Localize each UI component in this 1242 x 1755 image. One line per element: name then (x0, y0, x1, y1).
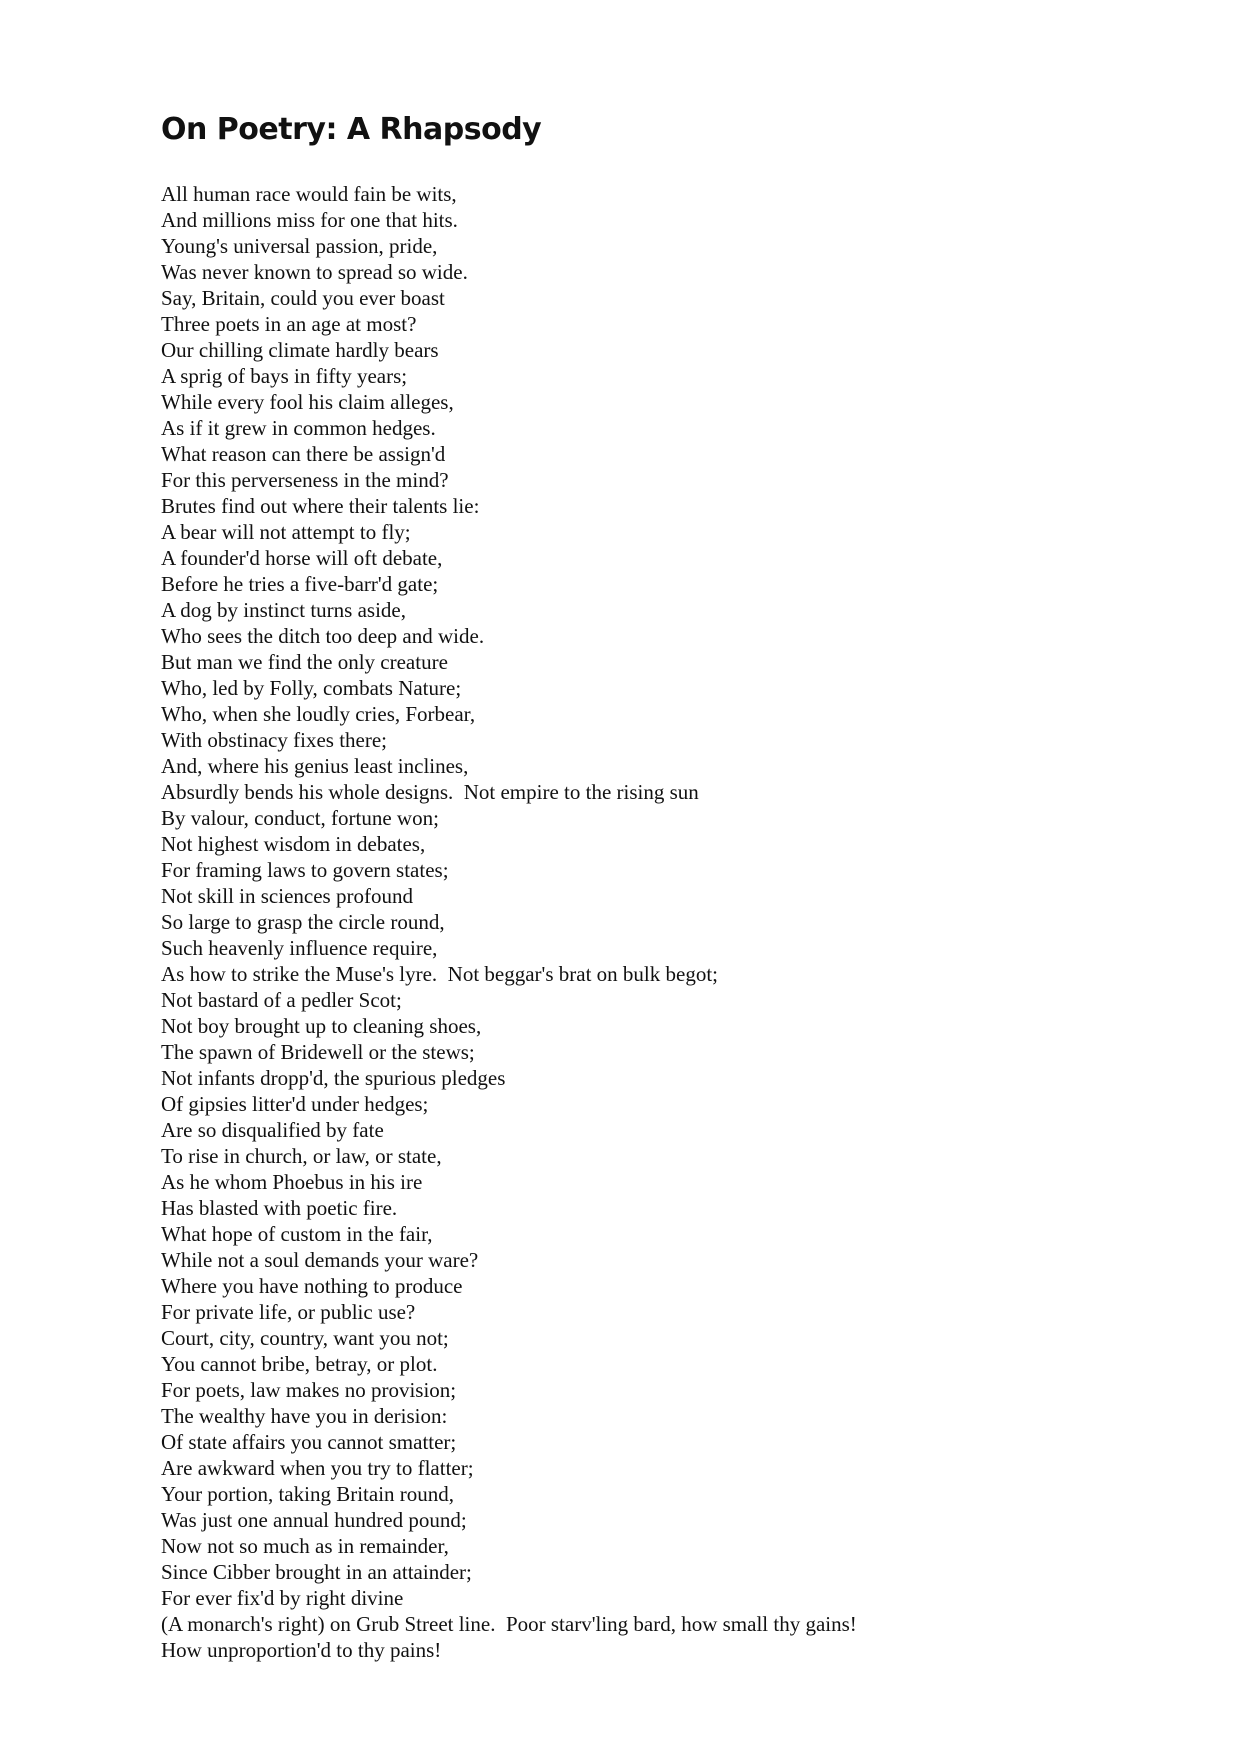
poem-line: But man we find the only creature (161, 650, 448, 674)
poem-line: Our chilling climate hardly bears (161, 338, 439, 362)
poem-line: By valour, conduct, fortune won; (161, 806, 439, 830)
poem-line: Who sees the ditch too deep and wide. (161, 624, 485, 648)
poem-line: Where you have nothing to produce (161, 1274, 463, 1298)
poem-line: Not infants dropp'd, the spurious pledges (161, 1066, 506, 1090)
poem-line: Has blasted with poetic fire. (161, 1196, 398, 1220)
poem-line: Court, city, country, want you not; (161, 1326, 449, 1350)
poem-line: Are awkward when you try to flatter; (161, 1456, 474, 1480)
poem-line: Was never known to spread so wide. (161, 260, 468, 284)
poem-line: For this perverseness in the mind? (161, 468, 449, 492)
poem-line: Of state affairs you cannot smatter; (161, 1430, 457, 1454)
poem-line: While every fool his claim alleges, (161, 390, 454, 414)
poem-line: And millions miss for one that hits. (161, 208, 458, 232)
poem-line: For framing laws to govern states; (161, 858, 449, 882)
poem-line: For ever fix'd by right divine (161, 1586, 404, 1610)
poem-line: As how to strike the Muse's lyre. Not beggar's brat on bulk begot; (161, 962, 718, 986)
poem-line: A sprig of bays in fifty years; (161, 364, 408, 388)
poem-line: Young's universal passion, pride, (161, 234, 438, 258)
poem-line: So large to grasp the circle round, (161, 910, 445, 934)
poem-line: All human race would fain be wits, (161, 182, 457, 206)
poem-line: For poets, law makes no provision; (161, 1378, 457, 1402)
poem-line: The wealthy have you in derision: (161, 1404, 448, 1428)
poem-line: A founder'd horse will oft debate, (161, 546, 443, 570)
poem-line: As he whom Phoebus in his ire (161, 1170, 423, 1194)
poem-line: Not boy brought up to cleaning shoes, (161, 1014, 482, 1038)
poem-line: What hope of custom in the fair, (161, 1222, 433, 1246)
poem-line: Since Cibber brought in an attainder; (161, 1560, 472, 1584)
poem-line: A bear will not attempt to fly; (161, 520, 411, 544)
poem-line: Three poets in an age at most? (161, 312, 417, 336)
poem-line: Brutes find out where their talents lie: (161, 494, 480, 518)
poem-line: Such heavenly influence require, (161, 936, 438, 960)
poem-line: Say, Britain, could you ever boast (161, 286, 445, 310)
poem-line: The spawn of Bridewell or the stews; (161, 1040, 475, 1064)
poem-line: You cannot bribe, betray, or plot. (161, 1352, 438, 1376)
poem-line: Of gipsies litter'd under hedges; (161, 1092, 429, 1116)
poem-line: Are so disqualified by fate (161, 1118, 384, 1142)
poem-line: And, where his genius least inclines, (161, 754, 469, 778)
poem-line: A dog by instinct turns aside, (161, 598, 406, 622)
page-title: On Poetry: A Rhapsody (161, 112, 542, 147)
poem-line: As if it grew in common hedges. (161, 416, 436, 440)
poem-line: Now not so much as in remainder, (161, 1534, 449, 1558)
poem-line: Absurdly bends his whole designs. Not empire to the rising sun (161, 780, 699, 804)
poem-body (161, 181, 857, 1663)
poem-line: Who, led by Folly, combats Nature; (161, 676, 462, 700)
poem-line: What reason can there be assign'd (161, 442, 446, 466)
poem-line: Was just one annual hundred pound; (161, 1508, 467, 1532)
poem-line: Not bastard of a pedler Scot; (161, 988, 402, 1012)
poem-line: Who, when she loudly cries, Forbear, (161, 702, 476, 726)
poem-line: Before he tries a five-barr'd gate; (161, 572, 439, 596)
poem-line: Your portion, taking Britain round, (161, 1482, 455, 1506)
poem-line: How unproportion'd to thy pains! (161, 1638, 442, 1662)
poem-line: Not highest wisdom in debates, (161, 832, 426, 856)
poem-line: While not a soul demands your ware? (161, 1248, 479, 1272)
poem-line: For private life, or public use? (161, 1300, 416, 1324)
poem-line: To rise in church, or law, or state, (161, 1144, 442, 1168)
poem-line: (A monarch's right) on Grub Street line. Poor starv'ling bard, how small thy gains! (161, 1612, 857, 1636)
poem-line: Not skill in sciences profound (161, 884, 413, 908)
poem-line: With obstinacy fixes there; (161, 728, 388, 752)
